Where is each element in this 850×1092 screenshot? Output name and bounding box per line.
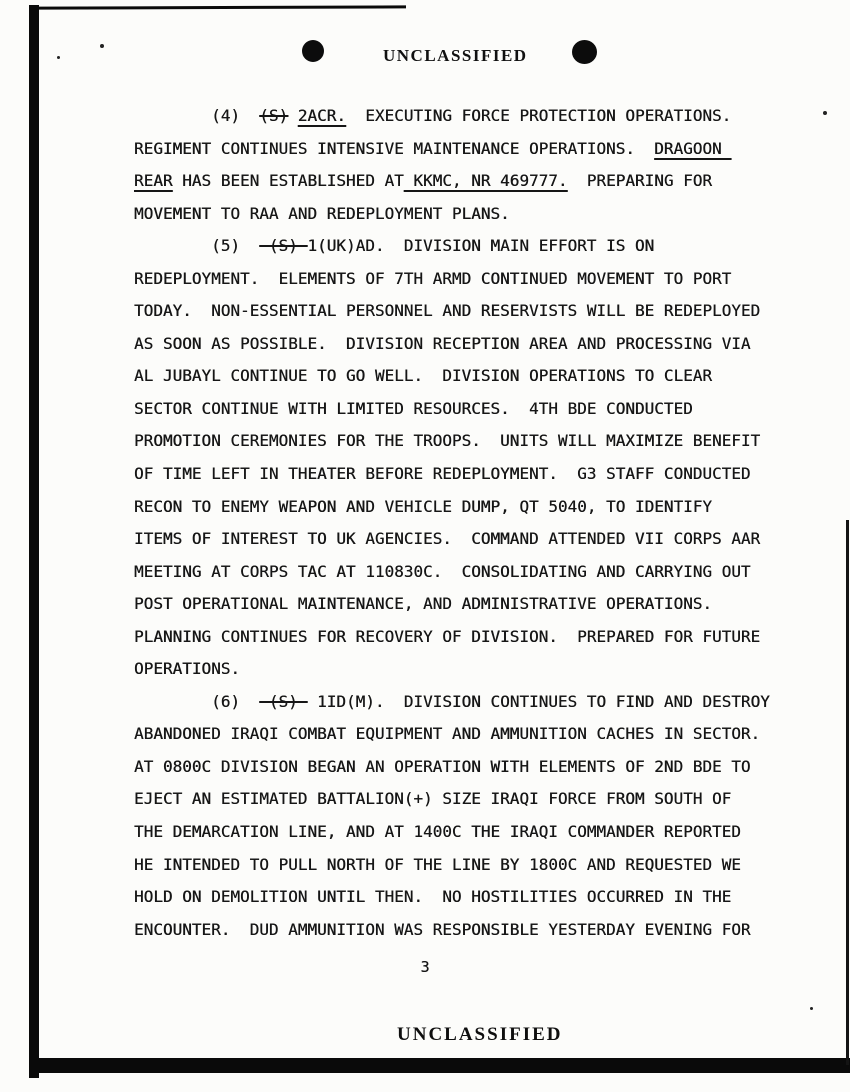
underlined-text: KKMC, NR 469777.: [403, 171, 568, 191]
text-line: [134, 588, 794, 621]
text-segment: SECTOR CONTINUE WITH LIMITED RESOURCES. 4TH BDE CONDUCTED: [134, 398, 693, 418]
text-segment: ITEMS OF INTEREST TO UK AGENCIES. COMMAND ATTENDED VII CORPS AAR: [134, 529, 761, 549]
text-segment: POST OPERATIONAL MAINTENANCE, AND ADMINISTRATIVE OPERATIONS.: [134, 594, 712, 614]
scan-edge-left-bar: [29, 5, 39, 1078]
footer-classification: UNCLASSIFIED: [397, 1024, 563, 1045]
text-segment: HE INTENDED TO PULL NORTH OF THE LINE BY 1800C AND REQUESTED WE: [134, 854, 741, 874]
text-line: [134, 556, 794, 589]
text-segment: 1ID(M). DIVISION CONTINUES TO FIND AND DESTROY: [307, 691, 770, 711]
text-segment: AS SOON AS POSSIBLE. DIVISION RECEPTION AREA AND PROCESSING VIA: [134, 333, 751, 353]
text-line: [134, 458, 794, 491]
scan-speck: [810, 1007, 813, 1010]
text-line: [134, 686, 794, 719]
text-line: [134, 914, 794, 947]
text-segment: EJECT AN ESTIMATED BATTALION(+) SIZE IRAQI FORCE FROM SOUTH OF: [134, 789, 732, 809]
underlined-text: DRAGOON: [654, 138, 732, 158]
stamp-dot-right-icon: [572, 40, 597, 64]
text-segment: REDEPLOYMENT. ELEMENTS OF 7TH ARMD CONTINUED MOVEMENT TO PORT: [134, 268, 732, 288]
underlined-text: REAR: [134, 171, 173, 191]
text-segment: PLANNING CONTINUES FOR RECOVERY OF DIVISION. PREPARED FOR FUTURE: [134, 626, 761, 646]
text-line: [134, 751, 794, 784]
document-body: [134, 100, 794, 946]
text-segment: RECON TO ENEMY WEAPON AND VEHICLE DUMP, QT 5040, TO IDENTIFY: [134, 496, 712, 516]
text-segment: HAS BEEN ESTABLISHED AT: [172, 171, 404, 191]
text-line: [134, 133, 794, 166]
text-line: [134, 881, 794, 914]
scan-speck: [100, 44, 104, 48]
text-segment: ENCOUNTER. DUD AMMUNITION WAS RESPONSIBLE YESTERDAY EVENING FOR: [134, 919, 751, 939]
text-segment: PROMOTION CEREMONIES FOR THE TROOPS. UNITS WILL MAXIMIZE BENEFIT: [134, 431, 761, 451]
text-segment: 1(UK)AD. DIVISION MAIN EFFORT IS ON: [307, 236, 655, 256]
text-line: [134, 100, 794, 133]
text-line: [134, 360, 794, 393]
text-segment: HOLD ON DEMOLITION UNTIL THEN. NO HOSTILITIES OCCURRED IN THE: [134, 887, 732, 907]
text-segment: PREPARING FOR: [567, 171, 712, 191]
text-line: [134, 328, 794, 361]
text-segment: REGIMENT CONTINUES INTENSIVE MAINTENANCE OPERATIONS.: [134, 138, 655, 158]
text-line: [134, 621, 794, 654]
scan-edge-top-line: [38, 5, 406, 9]
text-line: [134, 849, 794, 882]
struck-classification-mark: (S): [259, 106, 289, 125]
header-classification: UNCLASSIFIED: [383, 46, 528, 65]
text-line: [134, 783, 794, 816]
text-segment: (4): [134, 106, 260, 125]
text-line: [134, 393, 794, 426]
scan-speck: [823, 111, 827, 115]
text-line: [134, 718, 794, 751]
scan-speck: [57, 56, 60, 59]
text-line: [134, 230, 794, 263]
text-line: [134, 491, 794, 524]
text-segment: (6): [134, 691, 260, 711]
text-line: [134, 425, 794, 458]
text-segment: AL JUBAYL CONTINUE TO GO WELL. DIVISION OPERATIONS TO CLEAR: [134, 366, 712, 386]
text-segment: MEETING AT CORPS TAC AT 110830C. CONSOLIDATING AND CARRYING OUT: [134, 561, 751, 581]
scan-edge-bottom-bar: [29, 1058, 850, 1073]
text-line: [134, 653, 794, 686]
text-segment: [288, 106, 298, 125]
struck-classification-mark: -(S)-: [259, 691, 308, 711]
text-segment: THE DEMARCATION LINE, AND AT 1400C THE IRAQI COMMANDER REPORTED: [134, 822, 741, 842]
text-segment: ABANDONED IRAQI COMBAT EQUIPMENT AND AMMUNITION CACHES IN SECTOR.: [134, 724, 761, 744]
text-line: [134, 523, 794, 556]
page-number: 3: [420, 958, 430, 976]
text-line: [134, 263, 794, 296]
text-segment: AT 0800C DIVISION BEGAN AN OPERATION WITH ELEMENTS OF 2ND BDE TO: [134, 756, 751, 776]
text-segment: TODAY. NON-ESSENTIAL PERSONNEL AND RESERVISTS WILL BE REDEPLOYED: [134, 301, 761, 321]
text-segment: OPERATIONS.: [134, 659, 240, 679]
text-segment: EXECUTING FORCE PROTECTION OPERATIONS.: [345, 106, 732, 125]
struck-classification-mark: -(S)-: [259, 236, 308, 256]
text-segment: (5): [134, 236, 260, 256]
scan-edge-right-line: [846, 520, 849, 1065]
text-segment: MOVEMENT TO RAA AND REDEPLOYMENT PLANS.: [134, 203, 510, 223]
stamp-dot-left-icon: [302, 40, 324, 62]
text-line: [134, 295, 794, 328]
text-line: [134, 816, 794, 849]
text-segment: OF TIME LEFT IN THEATER BEFORE REDEPLOYMENT. G3 STAFF CONDUCTED: [134, 464, 751, 484]
text-line: [134, 165, 794, 198]
underlined-text: 2ACR.: [297, 106, 346, 125]
text-line: [134, 198, 794, 231]
